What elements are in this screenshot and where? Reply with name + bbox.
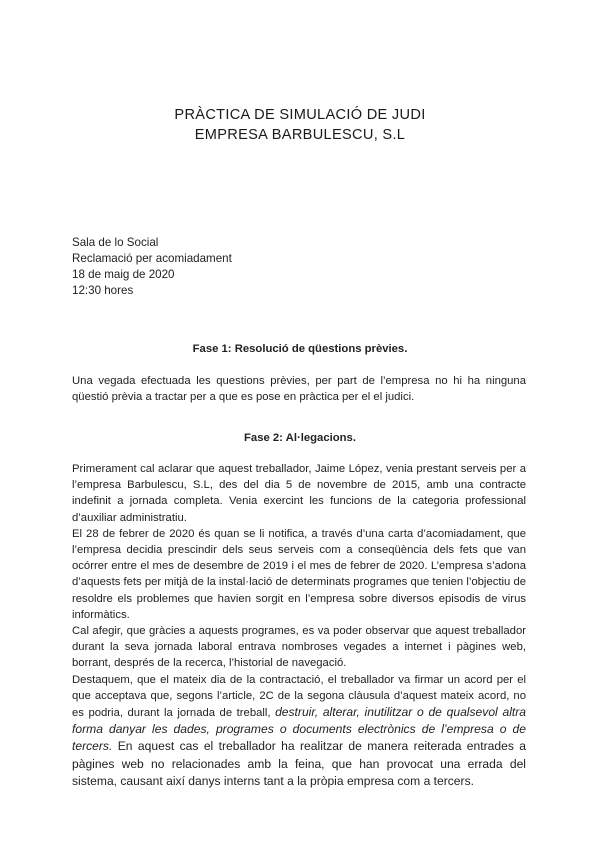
case-details [72,235,232,299]
hearing-date: 18 de maig de 2020 [72,268,175,281]
document-title-line1: PRÀCTICA DE SIMULACIÓ DE JUDI [174,107,426,123]
fase1-heading: Fase 1: Resolució de qüestions prèvies. [192,343,408,355]
claim-type: Reclamació per acomiadament [72,252,232,265]
paragraph-4 [72,672,526,790]
fase2-body [72,461,526,790]
paragraph-2: El 28 de febrer de 2020 és quan se li notifica, a través d’una carta d’acomiadament, que l’empresa decidia prescindir dels seus serveis com a conseqüència dels fets que van ocórrer entre el mes de desembre de 2019 i el mes de febrer de 2020. L’empresa s’adona d’aquests fets per mitjà de la instal·lació de determinats programes que tenien l’objectiu de resoldre els problemes que havien sorgit en l’empresa sobre diversos episodis de virus informàtics. [72,527,527,621]
document-title-line2: EMPRESA BARBULESCU, S.L [194,127,406,143]
paragraph-4-end: En aquest cas el treballador ha realitzar de manera reiterada entrades a pàgines web no relacionades amb la feina, que han provocat una errada del sistema, causant així danys interns tant a la pròpia empresa com a tercers. [72,739,526,788]
paragraph-1: Primerament cal aclarar que aquest treballador, Jaime López, venia prestant serveis per a l’empresa Barbulescu, S.L, des del dia 5 de novembre de 2015, amb una contracte indefinit a jornada completa. Venia exercint les funcions de la categoria professional d’auxiliar administratiu. [72,463,526,524]
paragraph-4-start: Destaquem, que el mateix dia de la contractació, el treballador va firmar un acord per el que acceptava que, segons l’article, 2C de la segona clàusula d’aquest mateix acord, no es podria, durant la jornada de treball, [72,673,526,720]
hearing-time: 12:30 hores [72,284,134,297]
fase2-heading: Fase 2: Al·legacions. [244,432,356,444]
paragraph-3: Cal afegir, que gràcies a aquests programes, es va poder observar que aquest treballador durant la seva jornada laboral entrava nombroses vegades a internet i pàgines web, borrant, després de la recerca, l’historial de navegació. [72,625,526,670]
court-name: Sala de lo Social [72,236,159,249]
fase1-paragraph: Una vegada efectuada les questions prèvies, per part de l’empresa no hi ha ninguna qüestió prèvia a tractar per a que es pose en pràctica per el el judici. [72,375,526,404]
paragraph-4-italic-quote: destruir, alterar, inutilitzar o de qualsevol altra forma danyar les dades, programes o documents electrònics de l’empresa o de tercers. [72,705,526,754]
